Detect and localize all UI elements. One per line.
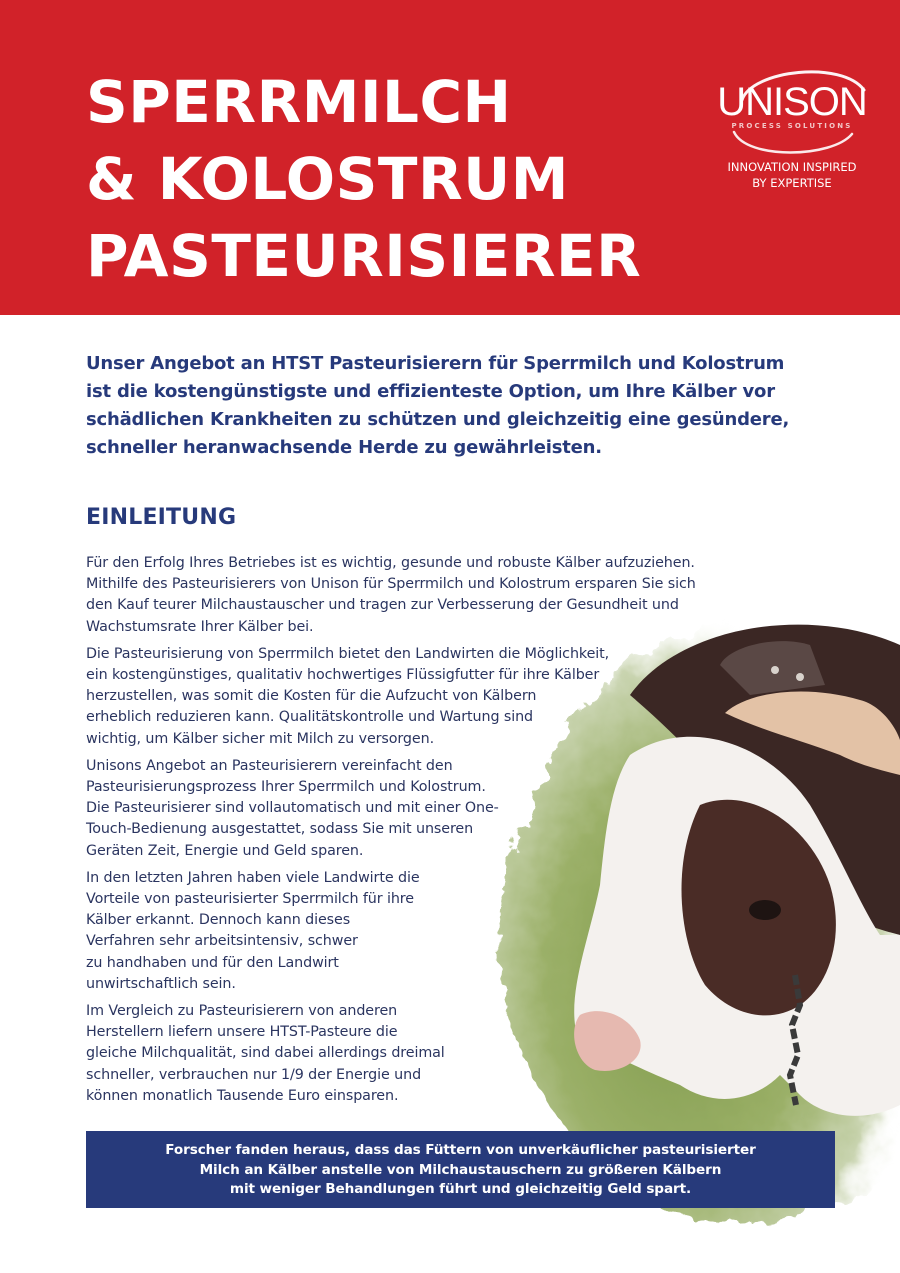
paragraph-line: gleiche Milchqualität, sind dabei allerdings dreimal — [86, 1045, 445, 1062]
section-heading: EINLEITUNG — [86, 505, 237, 530]
tagline-line-1: INNOVATION INSPIRED — [727, 160, 857, 174]
lead-line: schneller heranwachsende Herde zu gewährleisten. — [86, 437, 602, 458]
paragraph-line: Vorteile von pasteurisierter Sperrmilch für ihre — [86, 891, 414, 908]
title-line-2: & KOLOSTRUM — [86, 145, 569, 213]
intro-body — [86, 553, 786, 1113]
tagline-line-2: BY EXPERTISE — [752, 175, 832, 190]
paragraph-line: Im Vergleich zu Pasteurisierern von anderen — [86, 1003, 398, 1020]
paragraph-line: Herstellern liefern unsere HTST-Pasteure die — [86, 1024, 398, 1041]
title-line-1: SPERRMILCH — [86, 68, 512, 136]
logo-tagline — [712, 160, 872, 191]
paragraph-line: Für den Erfolg Ihres Betriebes ist es wichtig, gesunde und robuste Kälber aufzuziehen. — [86, 555, 695, 571]
lead-paragraph — [86, 350, 826, 462]
paragraph-2 — [86, 644, 786, 750]
logo-wordmark: UNISON — [717, 80, 867, 124]
logo-subline: PROCESS SOLUTIONS — [731, 122, 853, 130]
paragraph-1 — [86, 553, 786, 638]
paragraph-line: erheblich reduzieren kann. Qualitätskontrolle und Wartung sind — [86, 709, 534, 726]
paragraph-line: wichtig, um Kälber sicher mit Milch zu versorgen. — [86, 730, 435, 747]
paragraph-line: Die Pasteurisierer sind vollautomatisch und mit einer One- — [86, 800, 499, 817]
paragraph-line: Geräten Zeit, Energie und Geld sparen. — [86, 842, 364, 859]
callout-line: Milch an Kälber anstelle von Milchaustauschern zu größeren Kälbern — [199, 1161, 722, 1178]
page-title — [86, 64, 641, 295]
paragraph-line: schneller, verbrauchen nur 1/9 der Energie und — [86, 1066, 422, 1083]
paragraph-3 — [86, 756, 786, 862]
paragraph-line: unwirtschaftlich sein. — [86, 975, 236, 992]
paragraph-line: zu handhaben und für den Landwirt — [86, 954, 339, 971]
paragraph-line: herzustellen, was somit die Kosten für die Aufzucht von Kälbern — [86, 688, 537, 705]
paragraph-line: Wachstumsrate Ihrer Kälber bei. — [86, 618, 314, 635]
research-callout — [86, 1131, 835, 1208]
paragraph-line: Unisons Angebot an Pasteurisierern vereinfacht den — [86, 757, 453, 774]
paragraph-5 — [86, 1001, 786, 1107]
paragraph-line: können monatlich Tausende Euro einsparen. — [86, 1087, 399, 1104]
header-banner — [0, 0, 900, 315]
paragraph-line: Verfahren sehr arbeitsintensiv, schwer — [86, 933, 358, 950]
callout-line: Forscher fanden heraus, dass das Füttern von unverkäuflicher pasteurisierter — [165, 1142, 756, 1158]
paragraph-line: Pasteurisierungsprozess Ihrer Sperrmilch und Kolostrum. — [86, 779, 486, 796]
paragraph-4 — [86, 868, 786, 995]
paragraph-line: Die Pasteurisierung von Sperrmilch bietet den Landwirten die Möglichkeit, — [86, 645, 610, 662]
callout-line: mit weniger Behandlungen führt und gleichzeitig Geld spart. — [229, 1181, 692, 1197]
lead-line: Unser Angebot an HTST Pasteurisierern für Sperrmilch und Kolostrum — [86, 353, 785, 374]
paragraph-line: Touch-Bedienung ausgestattet, sodass Sie mit unseren — [86, 821, 474, 838]
unison-logo — [712, 62, 872, 192]
paragraph-line: den Kauf teurer Milchaustauscher und tragen zur Verbesserung der Gesundheit und — [86, 597, 679, 614]
paragraph-line: Mithilfe des Pasteurisierers von Unison für Sperrmilch und Kolostrum ersparen Sie sich — [86, 576, 696, 593]
paragraph-line: Kälber erkannt. Dennoch kann dieses — [86, 912, 351, 929]
lead-line: ist die kostengünstigste und effizienteste Option, um Ihre Kälber vor — [86, 381, 775, 402]
paragraph-line: In den letzten Jahren haben viele Landwirte die — [86, 869, 420, 886]
lead-line: schädlichen Krankheiten zu schützen und gleichzeitig eine gesündere, — [86, 409, 790, 430]
paragraph-line: ein kostengünstiges, qualitativ hochwertiges Flüssigfutter für ihre Kälber — [86, 667, 600, 684]
title-line-3: PASTEURISIERER — [86, 222, 642, 290]
